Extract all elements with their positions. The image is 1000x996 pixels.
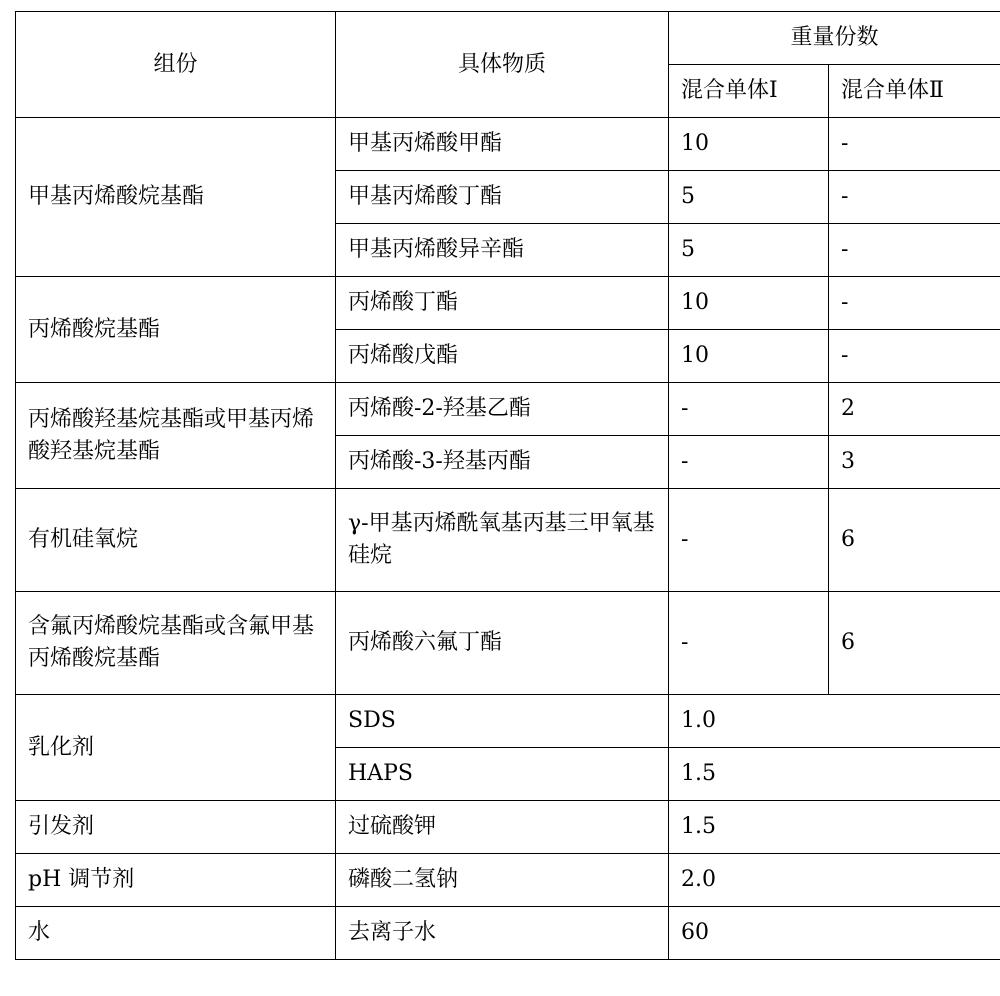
header-parts-by-weight: 重量份数 [669, 12, 1000, 65]
mix2-cell: - [829, 330, 1000, 383]
value-cell: 1.0 [669, 695, 1000, 748]
table-row [16, 489, 1000, 592]
table-row [16, 383, 1000, 436]
mix2-cell: - [829, 224, 1000, 277]
substance-cell: 丙烯酸六氟丁酯 [336, 592, 669, 695]
substance-cell: γ-甲基丙烯酰氧基丙基三甲氧基硅烷 [336, 489, 669, 592]
mix2-cell: - [829, 118, 1000, 171]
mix1-cell: 10 [669, 330, 829, 383]
formulation-table [15, 11, 1000, 960]
mix1-cell: 10 [669, 118, 829, 171]
component-cell: 含氟丙烯酸烷基酯或含氟甲基丙烯酸烷基酯 [16, 592, 336, 695]
component-cell: 丙烯酸羟基烷基酯或甲基丙烯酸羟基烷基酯 [16, 383, 336, 489]
value-cell: 2.0 [669, 854, 1000, 907]
substance-cell: 丙烯酸-3-羟基丙酯 [336, 436, 669, 489]
table-row [16, 695, 1000, 748]
substance-cell: 甲基丙烯酸甲酯 [336, 118, 669, 171]
component-cell: 乳化剂 [16, 695, 336, 801]
mix1-cell: - [669, 489, 829, 592]
substance-cell: 丙烯酸戊酯 [336, 330, 669, 383]
component-cell: 水 [16, 907, 336, 960]
substance-cell: 甲基丙烯酸异辛酯 [336, 224, 669, 277]
table-row [16, 277, 1000, 330]
mix1-cell: 5 [669, 171, 829, 224]
mix2-cell: - [829, 277, 1000, 330]
substance-cell: 丙烯酸丁酯 [336, 277, 669, 330]
mix1-cell: - [669, 592, 829, 695]
value-cell: 1.5 [669, 748, 1000, 801]
header-row [16, 12, 1000, 65]
value-cell: 1.5 [669, 801, 1000, 854]
component-cell: 引发剂 [16, 801, 336, 854]
component-cell: pH 调节剂 [16, 854, 336, 907]
mix2-cell: 6 [829, 592, 1000, 695]
mix1-cell: - [669, 383, 829, 436]
mix1-cell: - [669, 436, 829, 489]
table-row [16, 854, 1000, 907]
substance-cell: 过硫酸钾 [336, 801, 669, 854]
mix2-cell: 2 [829, 383, 1000, 436]
table-row [16, 801, 1000, 854]
mix1-cell: 5 [669, 224, 829, 277]
table-row [16, 118, 1000, 171]
header-substance: 具体物质 [336, 12, 669, 118]
table-row [16, 592, 1000, 695]
substance-cell: HAPS [336, 748, 669, 801]
component-cell: 甲基丙烯酸烷基酯 [16, 118, 336, 277]
mix2-cell: 6 [829, 489, 1000, 592]
substance-cell: 甲基丙烯酸丁酯 [336, 171, 669, 224]
header-component: 组份 [16, 12, 336, 118]
substance-cell: 丙烯酸-2-羟基乙酯 [336, 383, 669, 436]
substance-cell: SDS [336, 695, 669, 748]
value-cell: 60 [669, 907, 1000, 960]
header-mix2: 混合单体Ⅱ [829, 65, 1000, 118]
component-cell: 丙烯酸烷基酯 [16, 277, 336, 383]
mix1-cell: 10 [669, 277, 829, 330]
component-cell: 有机硅氧烷 [16, 489, 336, 592]
substance-cell: 去离子水 [336, 907, 669, 960]
substance-cell: 磷酸二氢钠 [336, 854, 669, 907]
header-mix1: 混合单体Ⅰ [669, 65, 829, 118]
mix2-cell: 3 [829, 436, 1000, 489]
mix2-cell: - [829, 171, 1000, 224]
table-row [16, 907, 1000, 960]
